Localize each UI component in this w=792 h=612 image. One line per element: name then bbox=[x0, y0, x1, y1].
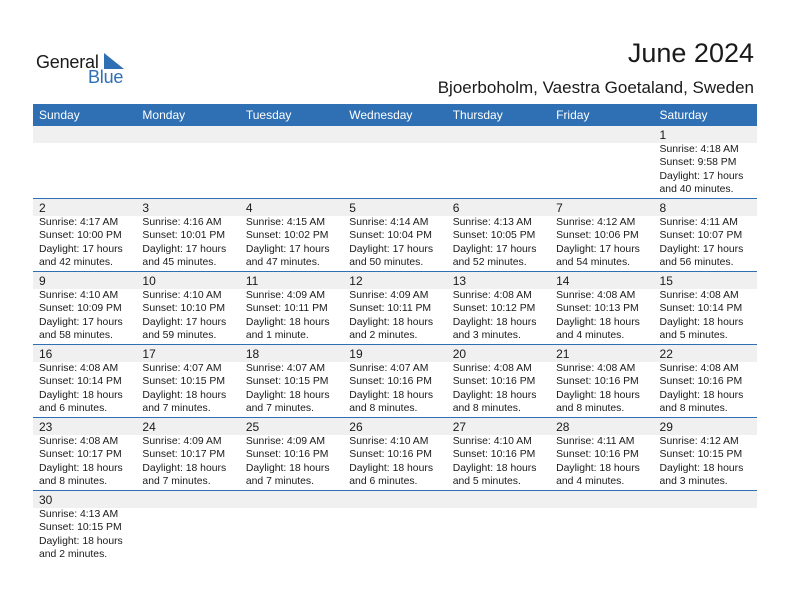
day-cell bbox=[240, 126, 343, 198]
daylight-text: Daylight: 18 hours bbox=[142, 389, 227, 401]
day-cell bbox=[33, 345, 136, 417]
weekday-sunday: Sunday bbox=[39, 108, 80, 122]
day-cell bbox=[33, 199, 136, 271]
day-number bbox=[142, 126, 239, 143]
sunrise-text: Sunrise: 4:09 AM bbox=[245, 290, 325, 301]
sunset-text: Sunset: 10:15 PM bbox=[142, 376, 226, 388]
day-number: 12 bbox=[349, 274, 363, 288]
day-cell bbox=[447, 345, 550, 417]
day-number: 19 bbox=[349, 347, 363, 361]
daylight-minutes-text: and 40 minutes. bbox=[659, 184, 734, 196]
week-row bbox=[33, 345, 757, 418]
day-number: 5 bbox=[349, 201, 356, 215]
daylight-minutes-text: and 6 minutes. bbox=[39, 403, 108, 415]
sunset-text: Sunset: 10:00 PM bbox=[39, 230, 122, 242]
week-row bbox=[33, 126, 757, 199]
day-cell bbox=[550, 272, 653, 344]
week-row bbox=[33, 418, 757, 491]
daylight-minutes-text: and 8 minutes. bbox=[452, 403, 521, 415]
daylight-minutes-text: and 7 minutes. bbox=[245, 476, 315, 488]
sunrise-text: Sunrise: 4:14 AM bbox=[349, 217, 429, 228]
sunrise-text: Sunrise: 4:11 AM bbox=[659, 217, 738, 228]
daylight-text: Daylight: 18 hours bbox=[39, 462, 123, 474]
weekday-tuesday: Tuesday bbox=[245, 108, 292, 122]
daylight-minutes-text: and 8 minutes. bbox=[349, 403, 418, 415]
day-cell bbox=[33, 418, 136, 490]
sunset-text: Sunset: 10:12 PM bbox=[452, 303, 536, 315]
calendar-location: Bjoerboholm, Vaestra Goetaland, Sweden bbox=[437, 78, 754, 97]
sunset-text: Sunset: 10:14 PM bbox=[659, 303, 743, 315]
day-cell bbox=[240, 418, 343, 490]
sunrise-text: Sunrise: 4:07 AM bbox=[245, 363, 325, 374]
weekday-header bbox=[33, 104, 757, 126]
day-cell bbox=[136, 199, 239, 271]
sunrise-text: Sunrise: 4:10 AM bbox=[142, 290, 222, 301]
sunset-text: Sunset: 10:16 PM bbox=[452, 449, 536, 461]
day-cell bbox=[33, 272, 136, 344]
sunset-text: Sunset: 10:09 PM bbox=[39, 303, 122, 315]
sunset-text: Sunset: 10:15 PM bbox=[39, 522, 122, 534]
daylight-minutes-text: and 4 minutes. bbox=[556, 330, 625, 342]
day-number bbox=[660, 491, 757, 508]
daylight-minutes-text: and 2 minutes. bbox=[39, 549, 108, 561]
sunrise-text: Sunrise: 4:08 AM bbox=[659, 363, 739, 374]
calendar-grid bbox=[33, 126, 757, 564]
daylight-text: Daylight: 17 hours bbox=[39, 243, 123, 255]
daylight-minutes-text: and 7 minutes. bbox=[142, 476, 211, 488]
day-cell bbox=[136, 418, 239, 490]
day-cell bbox=[240, 345, 343, 417]
weekday-friday: Friday bbox=[556, 108, 590, 122]
daylight-text: Daylight: 17 hours bbox=[452, 243, 537, 255]
sunset-text: Sunset: 10:02 PM bbox=[245, 230, 329, 242]
sunset-text: Sunset: 10:16 PM bbox=[349, 449, 432, 461]
daylight-minutes-text: and 7 minutes. bbox=[142, 403, 211, 415]
daylight-text: Daylight: 18 hours bbox=[245, 462, 330, 474]
day-number: 7 bbox=[556, 201, 563, 215]
sunrise-text: Sunrise: 4:18 AM bbox=[659, 144, 739, 155]
day-number: 9 bbox=[39, 274, 46, 288]
daylight-minutes-text: and 3 minutes. bbox=[659, 476, 728, 488]
day-cell bbox=[447, 126, 550, 198]
sunset-text: Sunset: 10:11 PM bbox=[349, 303, 432, 315]
daylight-minutes-text: and 5 minutes. bbox=[452, 476, 521, 488]
sunset-text: Sunset: 10:11 PM bbox=[245, 303, 328, 315]
sunset-text: Sunset: 10:15 PM bbox=[245, 376, 329, 388]
day-cell bbox=[136, 345, 239, 417]
weekday-wednesday: Wednesday bbox=[349, 108, 413, 122]
day-number bbox=[349, 126, 446, 143]
daylight-text: Daylight: 17 hours bbox=[142, 316, 227, 328]
day-cell bbox=[343, 418, 446, 490]
daylight-minutes-text: and 5 minutes. bbox=[659, 330, 728, 342]
daylight-text: Daylight: 17 hours bbox=[39, 316, 123, 328]
daylight-minutes-text: and 47 minutes. bbox=[245, 257, 320, 269]
daylight-text: Daylight: 18 hours bbox=[349, 462, 434, 474]
day-cell bbox=[33, 491, 136, 564]
daylight-text: Daylight: 18 hours bbox=[142, 462, 227, 474]
daylight-text: Daylight: 18 hours bbox=[349, 316, 434, 328]
daylight-minutes-text: and 58 minutes. bbox=[39, 330, 113, 342]
day-number: 11 bbox=[245, 274, 259, 288]
sunset-text: Sunset: 10:14 PM bbox=[39, 376, 122, 388]
sunset-text: Sunset: 10:16 PM bbox=[245, 449, 329, 461]
day-number: 28 bbox=[556, 420, 570, 434]
day-number: 27 bbox=[452, 420, 467, 434]
sunset-text: Sunset: 10:17 PM bbox=[142, 449, 226, 461]
sunrise-text: Sunrise: 4:17 AM bbox=[39, 217, 119, 228]
day-cell bbox=[240, 491, 343, 564]
sunrise-text: Sunrise: 4:10 AM bbox=[452, 436, 532, 447]
daylight-text: Daylight: 18 hours bbox=[452, 462, 537, 474]
logo-word-blue: Blue bbox=[88, 67, 124, 87]
daylight-text: Daylight: 18 hours bbox=[39, 535, 123, 547]
week-row bbox=[33, 491, 757, 564]
day-number: 24 bbox=[142, 420, 156, 434]
day-cell bbox=[136, 272, 239, 344]
sunrise-text: Sunrise: 4:10 AM bbox=[39, 290, 119, 301]
sunrise-text: Sunrise: 4:11 AM bbox=[556, 436, 635, 447]
sunrise-text: Sunrise: 4:08 AM bbox=[556, 363, 636, 374]
day-number: 2 bbox=[39, 201, 46, 215]
sunset-text: Sunset: 10:17 PM bbox=[39, 449, 122, 461]
sunrise-text: Sunrise: 4:10 AM bbox=[349, 436, 429, 447]
daylight-text: Daylight: 18 hours bbox=[349, 389, 434, 401]
day-cell bbox=[240, 199, 343, 271]
sunrise-text: Sunrise: 4:13 AM bbox=[39, 509, 119, 520]
day-number bbox=[453, 126, 550, 143]
sunrise-text: Sunrise: 4:09 AM bbox=[142, 436, 222, 447]
daylight-text: Daylight: 18 hours bbox=[452, 316, 537, 328]
day-number bbox=[142, 491, 239, 508]
day-number bbox=[556, 491, 653, 508]
daylight-minutes-text: and 8 minutes. bbox=[39, 476, 108, 488]
day-number: 4 bbox=[245, 201, 253, 215]
day-number: 16 bbox=[39, 347, 53, 361]
sunrise-text: Sunrise: 4:12 AM bbox=[556, 217, 636, 228]
day-number: 23 bbox=[39, 420, 53, 434]
daylight-minutes-text: and 3 minutes. bbox=[452, 330, 521, 342]
daylight-text: Daylight: 18 hours bbox=[659, 462, 744, 474]
daylight-text: Daylight: 17 hours bbox=[142, 243, 227, 255]
sunset-text: Sunset: 10:15 PM bbox=[659, 449, 743, 461]
daylight-text: Daylight: 17 hours bbox=[556, 243, 640, 255]
day-number bbox=[246, 126, 343, 143]
day-cell bbox=[550, 345, 653, 417]
day-number bbox=[39, 126, 136, 143]
day-cell bbox=[343, 491, 446, 564]
day-number: 17 bbox=[142, 347, 156, 361]
day-cell bbox=[447, 418, 550, 490]
day-cell bbox=[447, 272, 550, 344]
daylight-minutes-text: and 50 minutes. bbox=[349, 257, 424, 269]
day-cell bbox=[447, 199, 550, 271]
day-number: 13 bbox=[452, 274, 467, 288]
daylight-text: Daylight: 18 hours bbox=[245, 389, 330, 401]
logo-word-general: General bbox=[36, 52, 99, 72]
sunset-text: Sunset: 9:58 PM bbox=[659, 157, 737, 169]
daylight-minutes-text: and 59 minutes. bbox=[142, 330, 217, 342]
sunrise-text: Sunrise: 4:15 AM bbox=[245, 217, 325, 228]
day-number bbox=[246, 491, 343, 508]
brand-logo bbox=[36, 50, 136, 88]
daylight-text: Daylight: 17 hours bbox=[245, 243, 330, 255]
daylight-text: Daylight: 18 hours bbox=[659, 389, 744, 401]
day-cell bbox=[550, 199, 653, 271]
day-number: 14 bbox=[556, 274, 570, 288]
day-number: 1 bbox=[659, 128, 667, 142]
sunrise-text: Sunrise: 4:07 AM bbox=[349, 363, 429, 374]
sunrise-text: Sunrise: 4:08 AM bbox=[452, 363, 532, 374]
daylight-minutes-text: and 8 minutes. bbox=[556, 403, 625, 415]
day-cell bbox=[136, 491, 239, 564]
day-cell bbox=[136, 126, 239, 198]
day-number: 25 bbox=[245, 420, 260, 434]
sunset-text: Sunset: 10:16 PM bbox=[556, 449, 639, 461]
daylight-text: Daylight: 18 hours bbox=[245, 316, 330, 328]
daylight-minutes-text: and 56 minutes. bbox=[659, 257, 734, 269]
daylight-text: Daylight: 17 hours bbox=[349, 243, 434, 255]
day-cell bbox=[343, 126, 446, 198]
sunset-text: Sunset: 10:07 PM bbox=[659, 230, 743, 242]
sunset-text: Sunset: 10:16 PM bbox=[659, 376, 743, 388]
day-number bbox=[349, 491, 446, 508]
sunset-text: Sunset: 10:05 PM bbox=[452, 230, 536, 242]
daylight-text: Daylight: 18 hours bbox=[556, 389, 640, 401]
sunrise-text: Sunrise: 4:16 AM bbox=[142, 217, 222, 228]
day-cell bbox=[343, 345, 446, 417]
week-row bbox=[33, 272, 757, 345]
daylight-minutes-text: and 45 minutes. bbox=[142, 257, 217, 269]
day-number bbox=[453, 491, 550, 508]
sunset-text: Sunset: 10:16 PM bbox=[556, 376, 639, 388]
daylight-minutes-text: and 54 minutes. bbox=[556, 257, 631, 269]
daylight-minutes-text: and 42 minutes. bbox=[39, 257, 113, 269]
sunrise-text: Sunrise: 4:12 AM bbox=[659, 436, 739, 447]
sunrise-text: Sunrise: 4:08 AM bbox=[39, 436, 119, 447]
daylight-text: Daylight: 18 hours bbox=[556, 316, 640, 328]
day-number bbox=[556, 126, 653, 143]
daylight-text: Daylight: 18 hours bbox=[556, 462, 640, 474]
daylight-text: Daylight: 17 hours bbox=[659, 170, 744, 182]
sunrise-text: Sunrise: 4:09 AM bbox=[349, 290, 429, 301]
day-cell bbox=[654, 491, 757, 564]
daylight-minutes-text: and 2 minutes. bbox=[349, 330, 418, 342]
sunset-text: Sunset: 10:13 PM bbox=[556, 303, 639, 315]
day-cell bbox=[447, 491, 550, 564]
day-number: 3 bbox=[142, 201, 150, 215]
day-number: 26 bbox=[349, 420, 363, 434]
day-cell bbox=[550, 418, 653, 490]
day-cell bbox=[240, 272, 343, 344]
day-cell bbox=[654, 418, 757, 490]
sunset-text: Sunset: 10:16 PM bbox=[452, 376, 536, 388]
daylight-minutes-text: and 7 minutes. bbox=[245, 403, 315, 415]
day-number: 29 bbox=[659, 420, 673, 434]
day-cell bbox=[343, 199, 446, 271]
sunset-text: Sunset: 10:10 PM bbox=[142, 303, 226, 315]
sunrise-text: Sunrise: 4:08 AM bbox=[556, 290, 636, 301]
daylight-text: Daylight: 18 hours bbox=[39, 389, 123, 401]
day-number: 21 bbox=[556, 347, 570, 361]
sunset-text: Sunset: 10:01 PM bbox=[142, 230, 226, 242]
day-number: 18 bbox=[245, 347, 260, 361]
daylight-minutes-text: and 1 minute. bbox=[245, 330, 309, 342]
day-number: 30 bbox=[39, 493, 53, 507]
sunrise-text: Sunrise: 4:08 AM bbox=[39, 363, 119, 374]
daylight-text: Daylight: 18 hours bbox=[659, 316, 744, 328]
day-cell bbox=[654, 199, 757, 271]
sunrise-text: Sunrise: 4:08 AM bbox=[659, 290, 739, 301]
daylight-text: Daylight: 17 hours bbox=[659, 243, 744, 255]
day-cell bbox=[654, 272, 757, 344]
day-number: 6 bbox=[452, 201, 460, 215]
weekday-monday: Monday bbox=[142, 108, 186, 122]
sunset-text: Sunset: 10:16 PM bbox=[349, 376, 432, 388]
sunrise-text: Sunrise: 4:08 AM bbox=[452, 290, 532, 301]
daylight-minutes-text: and 4 minutes. bbox=[556, 476, 625, 488]
sunrise-text: Sunrise: 4:09 AM bbox=[245, 436, 325, 447]
day-number: 8 bbox=[659, 201, 667, 215]
weekday-saturday: Saturday bbox=[659, 108, 708, 122]
week-row bbox=[33, 199, 757, 272]
daylight-minutes-text: and 6 minutes. bbox=[349, 476, 418, 488]
day-cell bbox=[343, 272, 446, 344]
day-cell bbox=[550, 491, 653, 564]
daylight-minutes-text: and 52 minutes. bbox=[452, 257, 527, 269]
day-number: 10 bbox=[142, 274, 156, 288]
daylight-text: Daylight: 18 hours bbox=[452, 389, 537, 401]
day-cell bbox=[550, 126, 653, 198]
sunrise-text: Sunrise: 4:07 AM bbox=[142, 363, 222, 374]
day-number: 15 bbox=[659, 274, 673, 288]
day-cell bbox=[33, 126, 136, 198]
day-number: 22 bbox=[659, 347, 673, 361]
day-number: 20 bbox=[452, 347, 467, 361]
weekday-thursday: Thursday bbox=[452, 108, 503, 122]
day-cell bbox=[654, 345, 757, 417]
sunrise-text: Sunrise: 4:13 AM bbox=[452, 217, 532, 228]
calendar-title: June 2024 bbox=[627, 38, 754, 68]
sunset-text: Sunset: 10:06 PM bbox=[556, 230, 639, 242]
daylight-minutes-text: and 8 minutes. bbox=[659, 403, 728, 415]
sunset-text: Sunset: 10:04 PM bbox=[349, 230, 432, 242]
day-cell bbox=[654, 126, 757, 198]
